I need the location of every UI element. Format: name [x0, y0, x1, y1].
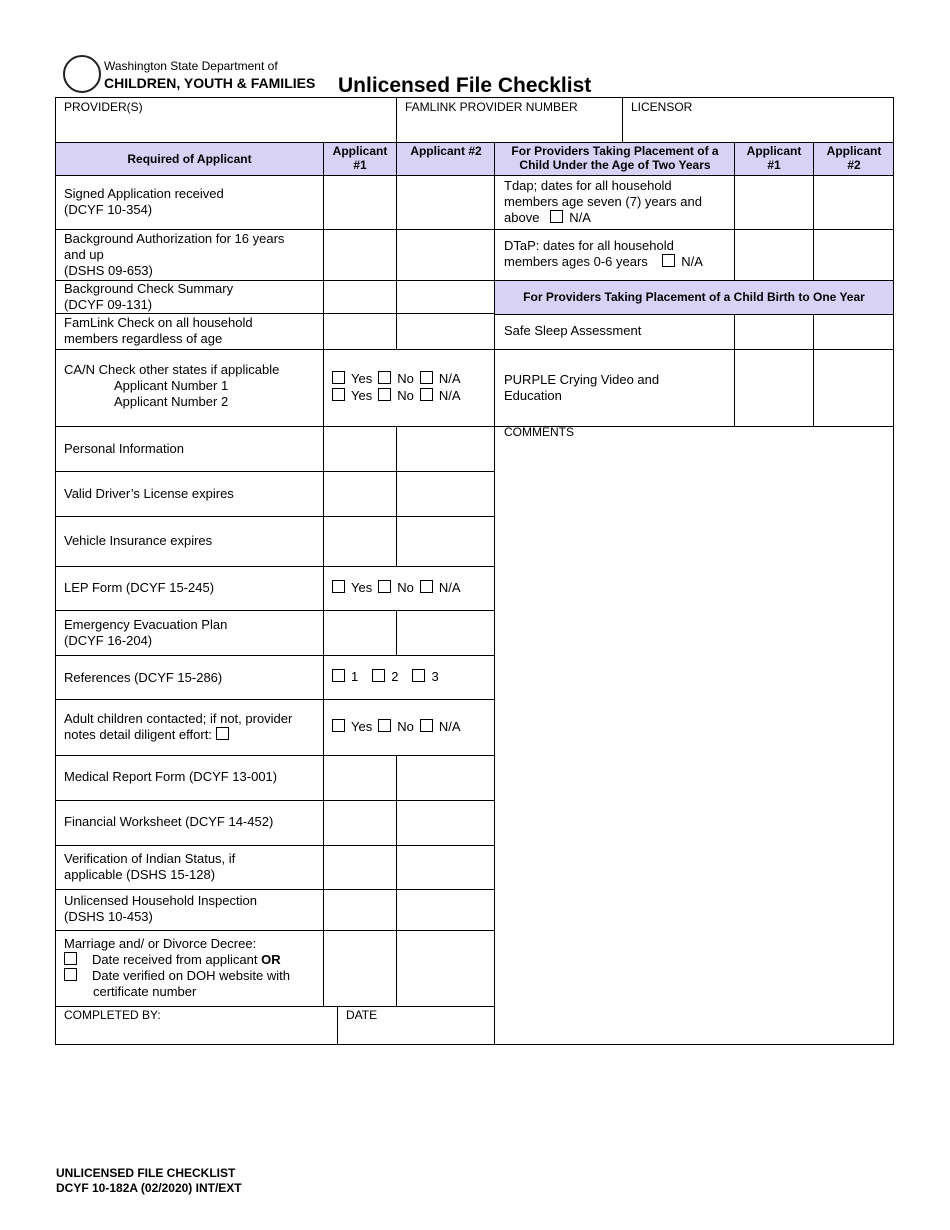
can-app1-na-checkbox[interactable] [420, 371, 433, 384]
row-personal-info: Personal Information [64, 441, 184, 456]
row-financial: Financial Worksheet (DCYF 14-452) [64, 814, 274, 829]
row-evac-plan: Emergency Evacuation Plan (DCYF 16-204) [64, 617, 228, 648]
row-can-check: CA/N Check other states if applicable Applicant Number 1 Applicant Number 2 [64, 362, 280, 409]
lep-no-checkbox[interactable] [378, 580, 391, 593]
reference-1-checkbox[interactable] [332, 669, 345, 682]
licensor-field[interactable] [623, 114, 892, 141]
comments-label: COMMENTS [504, 425, 574, 439]
row-safe-sleep: Safe Sleep Assessment [504, 323, 642, 338]
can-options: Yes No N/A Yes No N/A [332, 371, 461, 404]
row-bg-auth: Background Authorization for 16 years and up (DSHS 09-653) [64, 231, 285, 278]
can-app1-yes-checkbox[interactable] [332, 371, 345, 384]
marriage-received-checkbox[interactable] [64, 952, 77, 965]
can-app1-no-checkbox[interactable] [378, 371, 391, 384]
licensor-label: LICENSOR [631, 100, 693, 114]
can-app2-no-checkbox[interactable] [378, 388, 391, 401]
date-field[interactable] [338, 1022, 493, 1043]
famlink-field[interactable] [397, 114, 621, 141]
right-applicant1-header: Applicant #1 [746, 144, 802, 172]
famlink-label: FAMLINK PROVIDER NUMBER [405, 100, 578, 114]
row-indian-status: Verification of Indian Status, if applicable (DSHS 15-128) [64, 851, 236, 882]
row-drivers-license: Valid Driver’s License expires [64, 486, 234, 501]
lep-options: Yes No N/A [332, 580, 461, 596]
completed-by-field[interactable] [56, 1022, 336, 1043]
right-applicant2-header: Applicant #2 [826, 144, 882, 172]
reference-2-checkbox[interactable] [372, 669, 385, 682]
row-references: References (DCYF 15-286) [64, 670, 223, 685]
can-app2-yes-checkbox[interactable] [332, 388, 345, 401]
row-bg-summary: Background Check Summary (DCYF 09-131) [64, 281, 234, 312]
can-app2-na-checkbox[interactable] [420, 388, 433, 401]
row-signed-app: Signed Application received (DCYF 10-354) [64, 186, 224, 217]
completed-by-label: COMPLETED BY: [64, 1008, 161, 1022]
footer-form-name: UNLICENSED FILE CHECKLIST [56, 1166, 236, 1180]
adult-na-checkbox[interactable] [420, 719, 433, 732]
row-household-inspection: Unlicensed Household Inspection (DSHS 10-453) [64, 893, 257, 924]
footer-form-number: DCYF 10-182A (02/2020) INT/EXT [56, 1181, 242, 1195]
left-applicant1-header: Applicant #1 [332, 144, 388, 172]
agency-logo-icon [63, 55, 101, 93]
dtap-na-checkbox[interactable] [662, 254, 675, 267]
under-two-header: For Providers Taking Placement of a Child Under the Age of Two Years [511, 144, 719, 172]
tdap-na-checkbox[interactable] [550, 210, 563, 223]
agency-name-line1: Washington State Department of [104, 59, 278, 73]
row-tdap: Tdap; dates for all household members age seven (7) years and above N/A [504, 178, 702, 225]
lep-yes-checkbox[interactable] [332, 580, 345, 593]
adult-children-options: Yes No N/A [332, 719, 461, 735]
adult-yes-checkbox[interactable] [332, 719, 345, 732]
row-medical: Medical Report Form (DCYF 13-001) [64, 769, 278, 784]
lep-na-checkbox[interactable] [420, 580, 433, 593]
page-title: Unlicensed File Checklist [338, 74, 592, 97]
row-famlink-check: FamLink Check on all household members regardless of age [64, 315, 253, 346]
providers-label: PROVIDER(S) [64, 100, 143, 114]
agency-name-line2: CHILDREN, YOUTH & FAMILIES [104, 75, 316, 91]
row-vehicle-insurance: Vehicle Insurance expires [64, 533, 213, 548]
row-lep-form: LEP Form (DCYF 15-245) [64, 580, 215, 595]
references-options: 1 2 3 [332, 669, 439, 685]
row-purple: PURPLE Crying Video and Education [504, 372, 660, 403]
required-header: Required of Applicant [127, 152, 252, 166]
providers-field[interactable] [56, 114, 395, 141]
comments-field[interactable] [496, 440, 892, 1043]
date-label: DATE [346, 1008, 378, 1022]
row-marriage: Marriage and/ or Divorce Decree: Date received from applicant OR Date verified on DOH website with certificate number [64, 936, 290, 999]
adult-no-checkbox[interactable] [378, 719, 391, 732]
birth-to-one-header: For Providers Taking Placement of a Child Birth to One Year [523, 290, 865, 304]
reference-3-checkbox[interactable] [412, 669, 425, 682]
row-adult-children: Adult children contacted; if not, provider notes detail diligent effort: [64, 711, 293, 742]
row-dtap: DTaP: dates for all household members ages 0-6 years N/A [504, 238, 703, 269]
diligent-effort-checkbox[interactable] [216, 727, 229, 740]
marriage-verified-checkbox[interactable] [64, 968, 77, 981]
left-applicant2-header: Applicant #2 [410, 144, 482, 158]
